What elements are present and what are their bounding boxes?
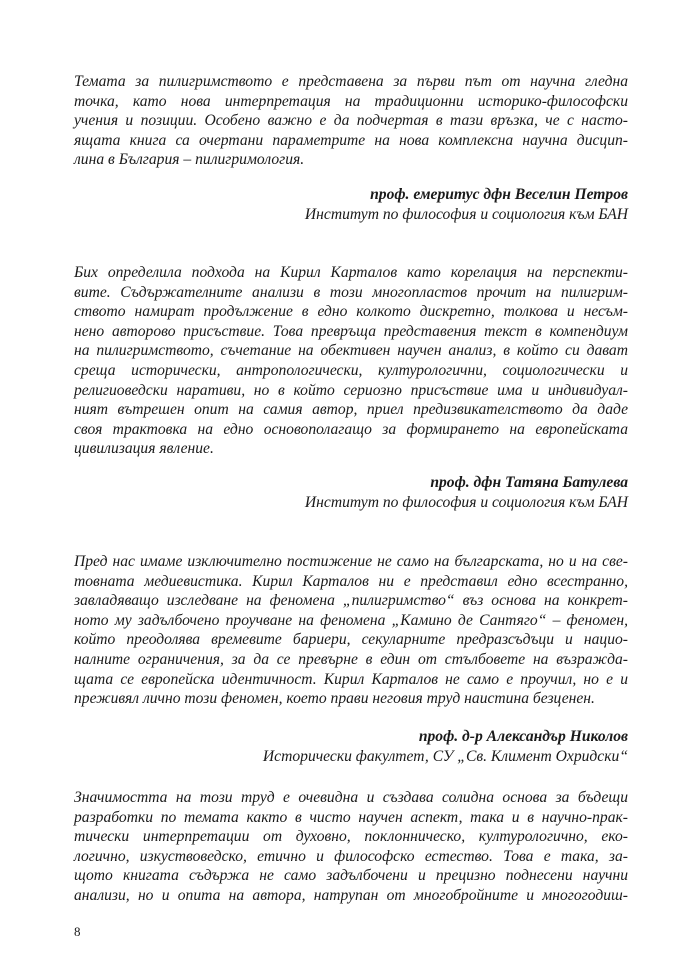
text-line: точка, като нова интерпретация на традиционни историко-философски: [74, 92, 628, 110]
reviewer-name: проф. д-р Александър Николов: [418, 728, 628, 745]
signature-1: [305, 185, 628, 224]
reviewer-name: проф. емеритус дфн Веселин Петров: [370, 186, 628, 203]
text-line: ството намират продължение в едно колкото дискретно, толкова и несъм-: [74, 303, 628, 321]
signature-2: [305, 473, 628, 512]
text-line: тически интерпретации от духовно, поклонническо, културологично, еко-: [74, 828, 628, 846]
text-line: на пилигримството, съчетание на обективен научен анализ, в който си дават: [74, 342, 628, 360]
review-paragraph-2: [74, 263, 628, 459]
reviewer-institution: Институт по философия и социология към БАН: [304, 205, 628, 223]
text-line: нено авторово присъствие. Това превръща представения текст в компендиум: [74, 322, 628, 340]
text-line: Значимостта на този труд е очевидна и създава солидна основа за бъдещи: [74, 789, 628, 806]
text-line: своя трактовка на едно основополагащо за формирането на европейската: [74, 420, 628, 438]
review-paragraph-1: [74, 72, 628, 170]
reviewer-institution: Институт по философия и социология към БАН: [304, 493, 628, 511]
text-line: щата се европейска идентичност. Кирил Карталов не само е проучил, но е и: [74, 670, 628, 688]
text-line: ното му задълбочено проучване на феномена „Камино де Сантяго“ – феномен,: [74, 611, 628, 629]
text-line: Бих определила подхода на Кирил Карталов като корелация на перспекти-: [74, 264, 628, 281]
text-line: разработки по темата както в чисто научен аспект, така и в научно-прак-: [74, 808, 628, 826]
text-line: среща исторически, антропологически, културологични, социологически и: [74, 361, 628, 379]
text-line: религиоведски наративи, но в който сериозно присъствие има и индивидуал-: [74, 381, 628, 399]
text-line: Пред нас имаме изключително постижение не само на българската, но и на све-: [74, 553, 628, 570]
text-line: анализи, но и опита на автора, натрупан от многобройните и многогодиш-: [74, 886, 628, 904]
text-line: вите. Съдържателните анализи в този многопластов прочит на пилигрим-: [74, 283, 628, 301]
text-line: Темата за пилигримството е представена за първи път от научна гледна: [74, 73, 628, 90]
signature-3: [263, 727, 628, 766]
text-line: ящата книга са очертани параметрите на нова комплексна научна дисцип-: [74, 131, 628, 149]
text-line: учения и позиции. Особено важно е да подчертая в тази връзка, че с насто-: [74, 112, 628, 130]
reviewer-institution: Исторически факултет, СУ „Св. Климент Охридски“: [262, 747, 628, 765]
review-paragraph-3: [74, 552, 628, 709]
text-line: щото книгата съдържа не само задълбочени и прецизно поднесени научни: [74, 867, 628, 885]
reviewer-name: проф. дфн Татяна Батулева: [430, 474, 628, 491]
text-line: лина в България – пилигримология.: [74, 151, 305, 169]
page-number: 8: [74, 924, 81, 939]
text-line: преживял лично този феномен, което прави неговия труд наистина безценен.: [74, 690, 595, 708]
text-line: ният вътрешен опит на самия автор, приел предизвикателството да даде: [74, 401, 628, 419]
text-line: логично, изкуствоведско, етично и философско естество. Това е така, за-: [74, 847, 628, 865]
text-line: цивилизация явление.: [74, 440, 214, 458]
text-line: който преодолява времевите бариери, секуларните предразсъдъци и нацио-: [74, 631, 628, 649]
text-line: налните ограничения, за да се превърне в един от стълбовете на възражда-: [74, 650, 628, 668]
review-paragraph-4: [74, 788, 628, 906]
text-line: товната медиевистика. Кирил Карталов ни е представил едно всестранно,: [74, 572, 628, 590]
text-line: завладяващо изследване на феномена „пилигримство“ въз основа на конкрет-: [74, 592, 628, 610]
